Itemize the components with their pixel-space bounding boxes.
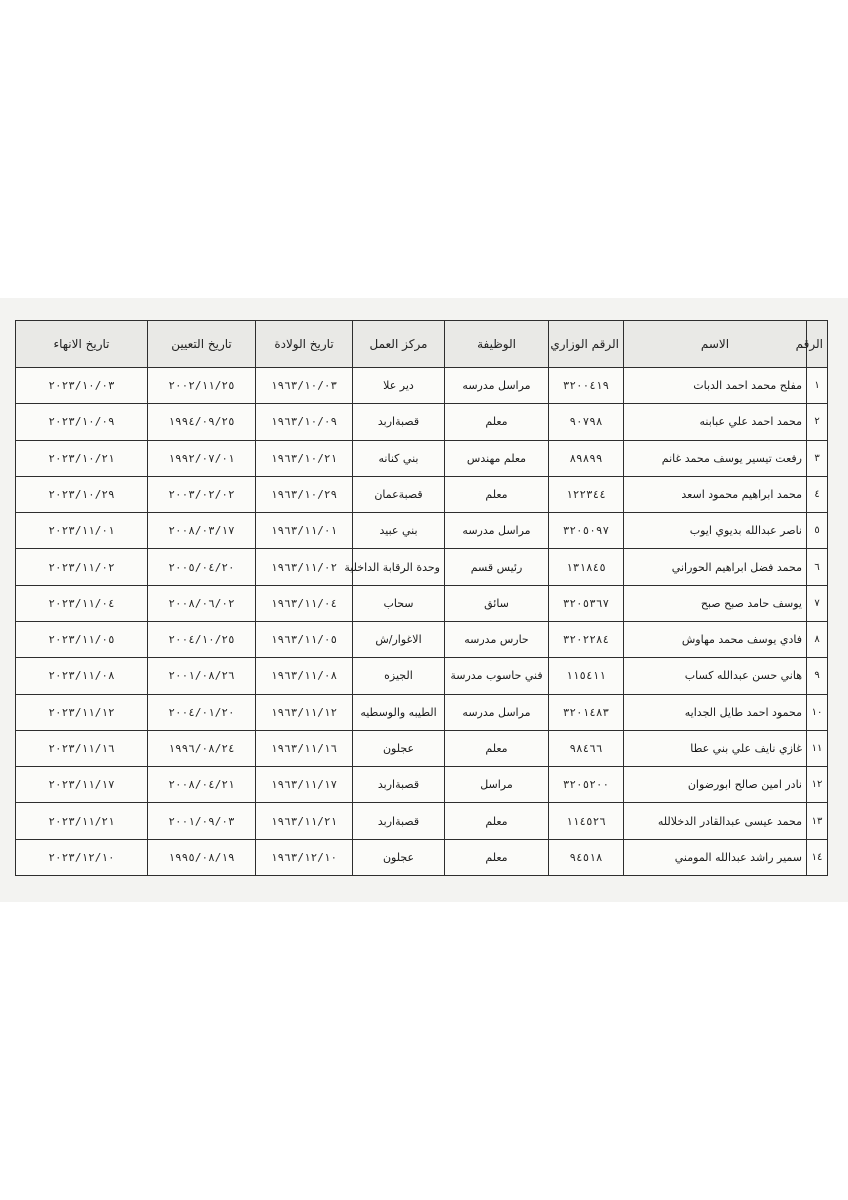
cell-name: هاني حسن عبدالله كساب: [624, 658, 807, 694]
cell-appointment-date: ٢٠٠٢/١١/٢٥: [148, 368, 256, 404]
cell-name: محمد ابراهيم محمود اسعد: [624, 476, 807, 512]
table-row: [16, 368, 828, 404]
cell-birth-date: ١٩٦٣/١٢/١٠: [256, 839, 353, 875]
table-row: [16, 476, 828, 512]
cell-num: ١٢: [807, 767, 828, 803]
cell-num: ١: [807, 368, 828, 404]
cell-workplace: الجيزه: [353, 658, 445, 694]
cell-job: معلم: [445, 839, 549, 875]
cell-workplace: عجلون: [353, 839, 445, 875]
cell-ministry-id: ٣٢٠١٤٨٣: [549, 694, 624, 730]
cell-num: ٣: [807, 440, 828, 476]
cell-num: ٦: [807, 549, 828, 585]
cell-appointment-date: ٢٠٠٣/٠٢/٠٢: [148, 476, 256, 512]
cell-job: معلم: [445, 404, 549, 440]
cell-ministry-id: ١٢٢٣٤٤: [549, 476, 624, 512]
cell-name: محمد فضل ابراهيم الحوراني: [624, 549, 807, 585]
cell-ministry-id: ٣٢٠٥٠٩٧: [549, 513, 624, 549]
header-birth-date: تاريخ الولادة: [256, 321, 353, 368]
cell-num: ١١: [807, 730, 828, 766]
cell-workplace: الطيبه والوسطيه: [353, 694, 445, 730]
cell-job: مراسل مدرسه: [445, 513, 549, 549]
cell-job: سائق: [445, 585, 549, 621]
table-row: [16, 803, 828, 839]
cell-appointment-date: ٢٠٠٤/٠١/٢٠: [148, 694, 256, 730]
cell-workplace: الاغوار/ش: [353, 621, 445, 657]
cell-appointment-date: ٢٠٠٨/٠٣/١٧: [148, 513, 256, 549]
cell-workplace: وحدة الرقابة الداخلية: [353, 549, 445, 585]
header-end-date: تاريخ الانهاء: [16, 321, 148, 368]
cell-job: معلم: [445, 730, 549, 766]
table-row: [16, 585, 828, 621]
header-workplace: مركز العمل: [353, 321, 445, 368]
table-row: [16, 767, 828, 803]
cell-workplace: دير علا: [353, 368, 445, 404]
cell-ministry-id: ٣٢٠٠٤١٩: [549, 368, 624, 404]
cell-end-date: ٢٠٢٣/١١/٠٥: [16, 621, 148, 657]
cell-workplace: عجلون: [353, 730, 445, 766]
table-row: [16, 513, 828, 549]
cell-name: نادر امين صالح ابورضوان: [624, 767, 807, 803]
cell-ministry-id: ٩٠٧٩٨: [549, 404, 624, 440]
table-row: [16, 621, 828, 657]
cell-job: مراسل مدرسه: [445, 368, 549, 404]
cell-num: ٤: [807, 476, 828, 512]
cell-birth-date: ١٩٦٣/١٠/٠٣: [256, 368, 353, 404]
table-row: [16, 694, 828, 730]
cell-num: ١٠: [807, 694, 828, 730]
cell-ministry-id: ٨٩٨٩٩: [549, 440, 624, 476]
cell-birth-date: ١٩٦٣/١١/٢١: [256, 803, 353, 839]
cell-workplace: قصبةاربد: [353, 803, 445, 839]
cell-name: محمد احمد علي عبابنه: [624, 404, 807, 440]
cell-end-date: ٢٠٢٣/١١/٠٤: [16, 585, 148, 621]
cell-end-date: ٢٠٢٣/١٠/٠٣: [16, 368, 148, 404]
cell-end-date: ٢٠٢٣/١١/١٢: [16, 694, 148, 730]
cell-end-date: ٢٠٢٣/١٢/١٠: [16, 839, 148, 875]
cell-end-date: ٢٠٢٣/١١/٠٨: [16, 658, 148, 694]
cell-workplace: بني كنانه: [353, 440, 445, 476]
cell-workplace: بني عبيد: [353, 513, 445, 549]
cell-birth-date: ١٩٦٣/١١/٠٨: [256, 658, 353, 694]
cell-appointment-date: ٢٠٠١/٠٨/٢٦: [148, 658, 256, 694]
cell-birth-date: ١٩٦٣/١١/١٦: [256, 730, 353, 766]
cell-name: محمد عيسى عبدالقادر الدخلالله: [624, 803, 807, 839]
cell-name: فادي يوسف محمد مهاوش: [624, 621, 807, 657]
cell-birth-date: ١٩٦٣/١٠/٢١: [256, 440, 353, 476]
cell-end-date: ٢٠٢٣/١١/٠٢: [16, 549, 148, 585]
cell-job: معلم مهندس: [445, 440, 549, 476]
header-ministry-id: الرقم الوزاري: [549, 321, 624, 368]
cell-appointment-date: ٢٠٠٨/٠٤/٢١: [148, 767, 256, 803]
cell-ministry-id: ١٣١٨٤٥: [549, 549, 624, 585]
cell-end-date: ٢٠٢٣/١٠/٠٩: [16, 404, 148, 440]
cell-birth-date: ١٩٦٣/١١/١٢: [256, 694, 353, 730]
cell-job: رئيس قسم: [445, 549, 549, 585]
cell-num: ١٤: [807, 839, 828, 875]
cell-appointment-date: ٢٠٠٤/١٠/٢٥: [148, 621, 256, 657]
cell-birth-date: ١٩٦٣/١١/٠١: [256, 513, 353, 549]
header-num: الرقم: [807, 321, 828, 368]
cell-end-date: ٢٠٢٣/١١/١٦: [16, 730, 148, 766]
cell-end-date: ٢٠٢٣/١١/١٧: [16, 767, 148, 803]
cell-appointment-date: ١٩٩٢/٠٧/٠١: [148, 440, 256, 476]
cell-appointment-date: ١٩٩٤/٠٩/٢٥: [148, 404, 256, 440]
cell-name: رفعت تيسير يوسف محمد غانم: [624, 440, 807, 476]
header-row: [16, 321, 828, 368]
cell-job: فني حاسوب مدرسة: [445, 658, 549, 694]
cell-ministry-id: ٣٢٠٥٣٦٧: [549, 585, 624, 621]
cell-num: ٢: [807, 404, 828, 440]
cell-ministry-id: ١١٥٤١١: [549, 658, 624, 694]
cell-birth-date: ١٩٦٣/١١/٠٥: [256, 621, 353, 657]
cell-job: معلم: [445, 803, 549, 839]
cell-workplace: سحاب: [353, 585, 445, 621]
cell-appointment-date: ٢٠٠٨/٠٦/٠٢: [148, 585, 256, 621]
table-row: [16, 440, 828, 476]
cell-job: مراسل مدرسه: [445, 694, 549, 730]
cell-end-date: ٢٠٢٣/١١/٠١: [16, 513, 148, 549]
cell-birth-date: ١٩٦٣/١١/١٧: [256, 767, 353, 803]
cell-name: مفلح محمد احمد الدبات: [624, 368, 807, 404]
cell-appointment-date: ١٩٩٦/٠٨/٢٤: [148, 730, 256, 766]
cell-name: غازي نايف علي بني عطا: [624, 730, 807, 766]
cell-end-date: ٢٠٢٣/١٠/٢١: [16, 440, 148, 476]
cell-num: ٧: [807, 585, 828, 621]
cell-job: حارس مدرسه: [445, 621, 549, 657]
table-row: [16, 549, 828, 585]
cell-num: ١٣: [807, 803, 828, 839]
cell-name: ناصر عبدالله بديوي ايوب: [624, 513, 807, 549]
cell-birth-date: ١٩٦٣/١١/٠٤: [256, 585, 353, 621]
cell-ministry-id: ١١٤٥٢٦: [549, 803, 624, 839]
table-row: [16, 839, 828, 875]
cell-end-date: ٢٠٢٣/١٠/٢٩: [16, 476, 148, 512]
cell-workplace: قصبةاربد: [353, 767, 445, 803]
cell-end-date: ٢٠٢٣/١١/٢١: [16, 803, 148, 839]
header-name: الاسم: [624, 321, 807, 368]
cell-birth-date: ١٩٦٣/١٠/٠٩: [256, 404, 353, 440]
cell-ministry-id: ٩٤٥١٨: [549, 839, 624, 875]
cell-birth-date: ١٩٦٣/١١/٠٢: [256, 549, 353, 585]
cell-name: سمير راشد عبدالله المومني: [624, 839, 807, 875]
table-row: [16, 404, 828, 440]
cell-num: ٥: [807, 513, 828, 549]
cell-appointment-date: ٢٠٠١/٠٩/٠٣: [148, 803, 256, 839]
table-row: [16, 658, 828, 694]
cell-workplace: قصبةاربد: [353, 404, 445, 440]
cell-workplace: قصبةعمان: [353, 476, 445, 512]
cell-ministry-id: ٣٢٠٢٢٨٤: [549, 621, 624, 657]
cell-name: محمود احمد طايل الجدايه: [624, 694, 807, 730]
cell-num: ٨: [807, 621, 828, 657]
cell-name: يوسف حامد صبح صبح: [624, 585, 807, 621]
cell-ministry-id: ٩٨٤٦٦: [549, 730, 624, 766]
cell-appointment-date: ٢٠٠٥/٠٤/٢٠: [148, 549, 256, 585]
cell-num: ٩: [807, 658, 828, 694]
table-body: [16, 368, 828, 876]
retirement-table: [15, 320, 828, 876]
cell-job: مراسل: [445, 767, 549, 803]
header-appointment-date: تاريخ التعيين: [148, 321, 256, 368]
retirement-table-container: [15, 320, 827, 876]
header-job: الوظيفة: [445, 321, 549, 368]
cell-birth-date: ١٩٦٣/١٠/٢٩: [256, 476, 353, 512]
cell-job: معلم: [445, 476, 549, 512]
cell-ministry-id: ٣٢٠٥٢٠٠: [549, 767, 624, 803]
cell-appointment-date: ١٩٩٥/٠٨/١٩: [148, 839, 256, 875]
table-row: [16, 730, 828, 766]
